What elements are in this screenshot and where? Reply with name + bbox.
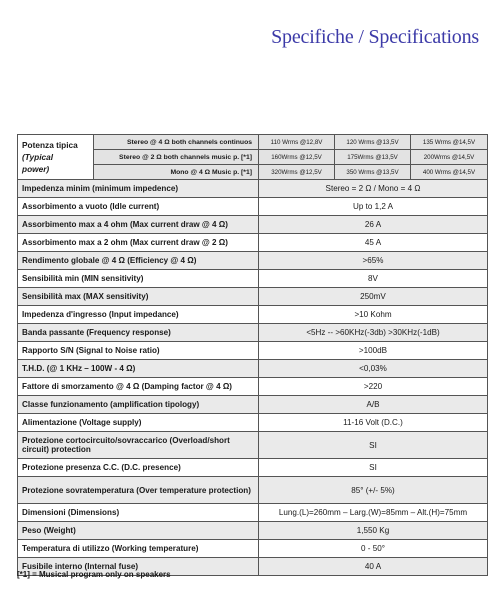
power-label-italic: (Typical: [22, 152, 54, 162]
spec-label: Protezione presenza C.C. (D.C. presence): [18, 459, 259, 477]
spec-row: [18, 342, 488, 360]
spec-row: [18, 378, 488, 396]
power-value: 175Wrms @13,5V: [335, 150, 411, 165]
spec-label: Banda passante (Frequency response): [18, 324, 259, 342]
spec-row: [18, 324, 488, 342]
spec-row: [18, 414, 488, 432]
spec-value: 85° (+/- 5%): [259, 477, 488, 504]
spec-label: Temperatura di utilizzo (Working temperature): [18, 540, 259, 558]
spec-label: T.H.D. (@ 1 KHz – 100W - 4 Ω): [18, 360, 259, 378]
spec-value: >220: [259, 378, 488, 396]
spec-label: Protezione cortocircuito/sovraccarico (Overload/short circuit) protection: [18, 432, 259, 459]
spec-label: Assorbimento max a 2 ohm (Max current draw @ 2 Ω): [18, 234, 259, 252]
spec-row: [18, 432, 488, 459]
spec-value: Lung.(L)=260mm – Larg.(W)=85mm – Alt.(H)=75mm: [259, 504, 488, 522]
spec-row: [18, 396, 488, 414]
power-mode: Stereo @ 4 Ω both channels continuos: [94, 135, 259, 150]
spec-label: Dimensioni (Dimensions): [18, 504, 259, 522]
power-mode: Mono @ 4 Ω Music p. [*1]: [94, 165, 259, 180]
spec-label: Sensibilità max (MAX sensitivity): [18, 288, 259, 306]
power-label: Potenza tipica: [22, 140, 78, 150]
spec-value: >65%: [259, 252, 488, 270]
spec-value: <5Hz -- >60KHz(-3db) >30KHz(-1dB): [259, 324, 488, 342]
spec-value: Stereo = 2 Ω / Mono = 4 Ω: [259, 180, 488, 198]
footnote: [*1] = Musical program only on speakers: [17, 570, 171, 579]
specifications-table: [17, 134, 488, 576]
spec-value: 250mV: [259, 288, 488, 306]
power-value: 350 Wrms @13,5V: [335, 165, 411, 180]
power-mode: Stereo @ 2 Ω both channels music p. [*1]: [94, 150, 259, 165]
spec-value: 26 A: [259, 216, 488, 234]
spec-label: Fusibile interno (Internal fuse): [18, 558, 259, 576]
spec-row: [18, 459, 488, 477]
spec-label: Classe funzionamento (amplification tipology): [18, 396, 259, 414]
spec-row: [18, 180, 488, 198]
spec-label: Impedenza minim (minimum impedence): [18, 180, 259, 198]
spec-value: 45 A: [259, 234, 488, 252]
spec-value: SI: [259, 459, 488, 477]
spec-value: 11-16 Volt (D.C.): [259, 414, 488, 432]
spec-label: Impedenza d'ingresso (Input impedance): [18, 306, 259, 324]
power-value: 200Wrms @14,5V: [411, 150, 488, 165]
spec-value: SI: [259, 432, 488, 459]
power-value: 160Wrms @12,5V: [259, 150, 335, 165]
spec-row: [18, 522, 488, 540]
power-value: 135 Wrms @14,5V: [411, 135, 488, 150]
spec-row: [18, 288, 488, 306]
spec-value: >10 Kohm: [259, 306, 488, 324]
spec-row: [18, 216, 488, 234]
spec-value: 40 A: [259, 558, 488, 576]
spec-row: [18, 252, 488, 270]
spec-row: [18, 477, 488, 504]
spec-label: Peso (Weight): [18, 522, 259, 540]
spec-row: [18, 198, 488, 216]
spec-label: Rapporto S/N (Signal to Noise ratio): [18, 342, 259, 360]
spec-value: A/B: [259, 396, 488, 414]
spec-value: >100dB: [259, 342, 488, 360]
spec-row: [18, 504, 488, 522]
spec-row: [18, 540, 488, 558]
spec-label: Rendimento globale @ 4 Ω (Efficiency @ 4 Ω): [18, 252, 259, 270]
spec-value: 0 - 50°: [259, 540, 488, 558]
spec-row: [18, 306, 488, 324]
spec-label: Assorbimento max a 4 ohm (Max current draw @ 4 Ω): [18, 216, 259, 234]
page-title: Specifiche / Specifications: [271, 26, 479, 48]
spec-label: Protezione sovratemperatura (Over temperature protection): [18, 477, 259, 504]
spec-row: [18, 270, 488, 288]
power-label-italic: power): [22, 164, 50, 174]
power-value: 320Wrms @12,5V: [259, 165, 335, 180]
spec-value: 1,550 Kg: [259, 522, 488, 540]
power-value: 120 Wrms @13,5V: [335, 135, 411, 150]
spec-label: Alimentazione (Voltage supply): [18, 414, 259, 432]
power-value: 110 Wrms @12,8V: [259, 135, 335, 150]
power-value: 400 Wrms @14,5V: [411, 165, 488, 180]
spec-label: Assorbimento a vuoto (Idle current): [18, 198, 259, 216]
power-label-cell: [18, 135, 94, 180]
spec-label: Sensibilità min (MIN sensitivity): [18, 270, 259, 288]
spec-row: [18, 360, 488, 378]
spec-value: Up to 1,2 A: [259, 198, 488, 216]
spec-value: 8V: [259, 270, 488, 288]
power-row: [18, 135, 488, 150]
spec-value: <0,03%: [259, 360, 488, 378]
spec-row: [18, 234, 488, 252]
spec-label: Fattore di smorzamento @ 4 Ω (Damping factor @ 4 Ω): [18, 378, 259, 396]
